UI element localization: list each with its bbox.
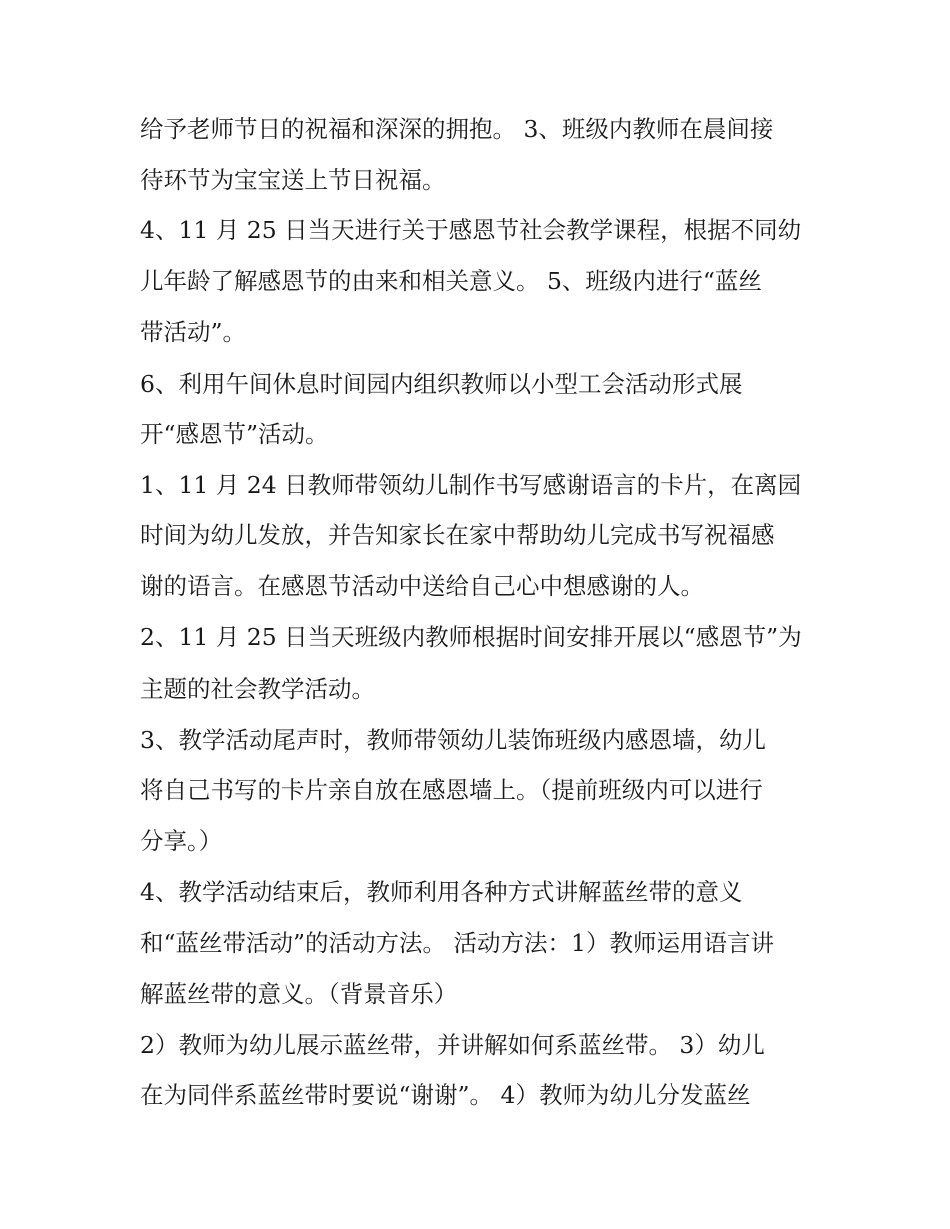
text-line: 和“蓝丝带活动”的活动方法。 活动方法：1）教师运用语言讲	[140, 929, 774, 957]
text-line: 6、利用午间休息时间园内组织教师以小型工会活动形式展	[140, 370, 743, 398]
text-line: 开“感恩节”活动。	[140, 420, 329, 448]
text-line: 带活动”。	[140, 318, 247, 346]
text-line: 儿年龄了解感恩节的由来和相关意义。 5、班级内进行“蓝丝	[140, 267, 762, 295]
text-line: 谢的语言。在感恩节活动中送给自己心中想感谢的人。	[140, 572, 704, 600]
text-line: 在为同伴系蓝丝带时要说“谢谢”。 4）教师为幼儿分发蓝丝	[140, 1081, 751, 1109]
text-line: 将自己书写的卡片亲自放在感恩墙上。（提前班级内可以进行	[140, 776, 763, 804]
text-line: 时间为幼儿发放，并告知家长在家中帮助幼儿完成书写祝福感	[140, 521, 775, 549]
text-line: 1、11 月 24 日教师带领幼儿制作书写感谢语言的卡片，在离园	[140, 471, 802, 499]
text-line: 3、教学活动尾声时，教师带领幼儿装饰班级内感恩墙，幼儿	[140, 726, 766, 754]
text-line: 分享。）	[140, 827, 223, 855]
text-line: 主题的社会教学活动。	[140, 675, 375, 703]
text-line: 待环节为宝宝送上节日祝福。	[140, 166, 446, 194]
text-line: 4、11 月 25 日当天进行关于感恩节社会教学课程，根据不同幼	[140, 216, 802, 244]
text-line: 解蓝丝带的意义。（背景音乐）	[140, 980, 458, 1008]
text-line: 4、教学活动结束后，教师利用各种方式讲解蓝丝带的意义	[140, 878, 743, 906]
text-line: 2）教师为幼儿展示蓝丝带，并讲解如何系蓝丝带。 3）幼儿	[140, 1031, 765, 1059]
text-line: 2、11 月 25 日当天班级内教师根据时间安排开展以“感恩节”为	[140, 623, 802, 651]
text-line: 给予老师节日的祝福和深深的拥抱。 3、班级内教师在晨间接	[140, 115, 774, 143]
